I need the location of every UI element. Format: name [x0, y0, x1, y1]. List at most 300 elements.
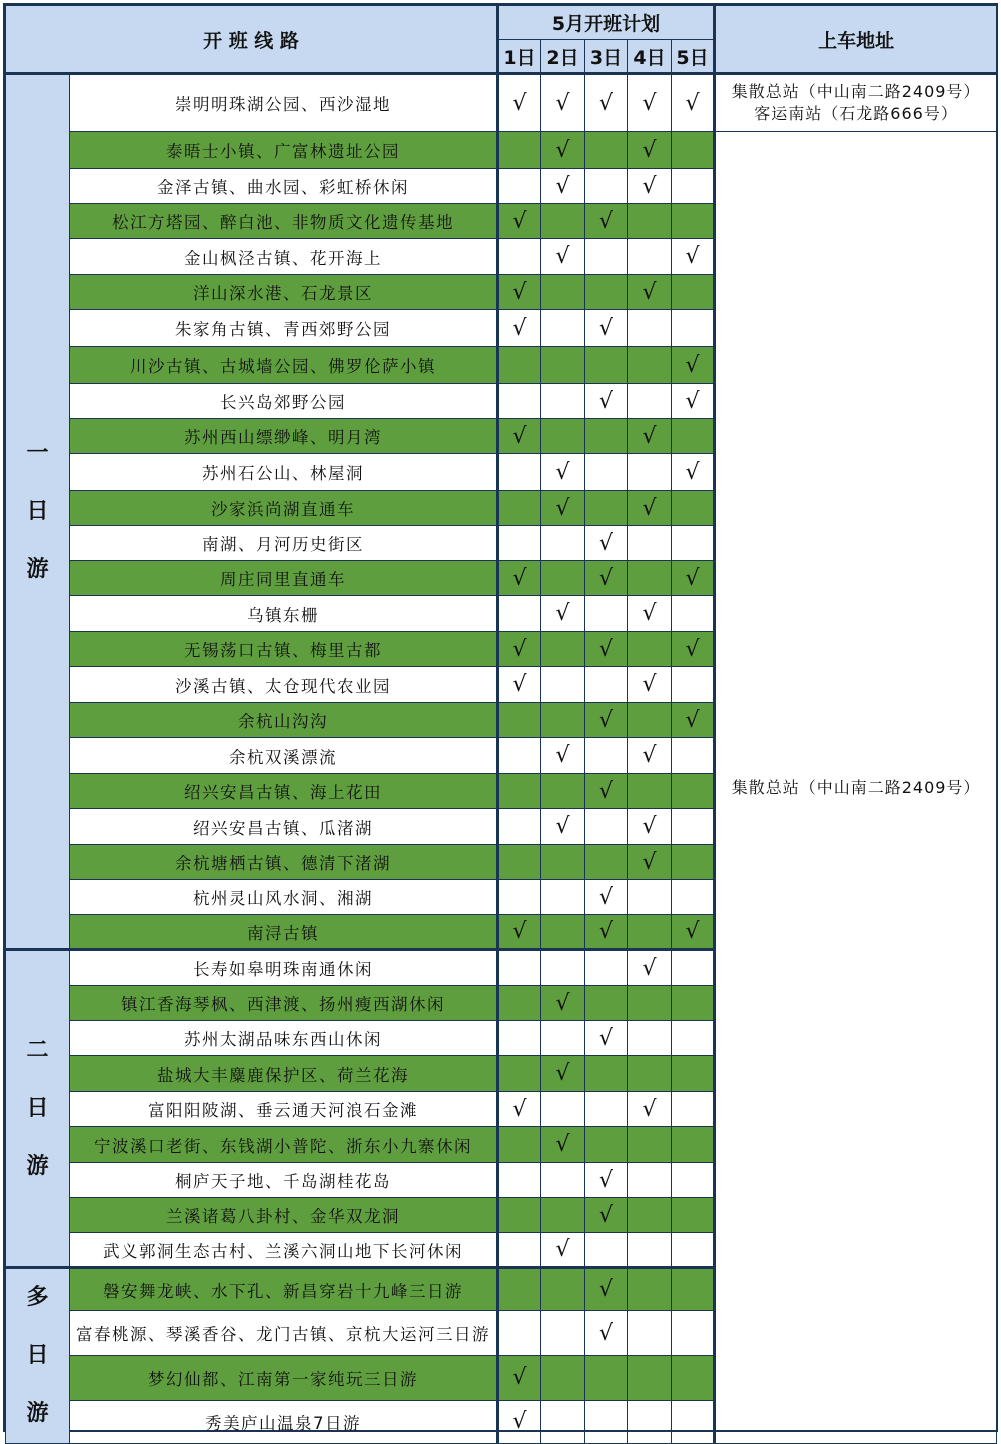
day-cell — [585, 239, 628, 275]
check-mark: √ — [512, 423, 527, 449]
day-cell — [585, 1163, 628, 1198]
category-char: 多 — [26, 1285, 49, 1310]
route-name: 长兴岛郊野公园 — [70, 384, 498, 419]
check-mark: √ — [555, 743, 570, 768]
check-mark: √ — [555, 459, 570, 485]
day-cell — [498, 454, 541, 491]
day-cell — [628, 1163, 672, 1198]
day-cell — [498, 1127, 541, 1163]
route-name: 松江方塔园、醉白池、非物质文化遗传基地 — [70, 204, 498, 239]
check-mark: √ — [512, 208, 527, 234]
day-cell — [585, 774, 628, 809]
day-cell — [498, 809, 541, 845]
check-mark: √ — [555, 1061, 570, 1086]
check-mark: √ — [512, 565, 527, 591]
day-cell — [541, 596, 585, 632]
check-mark: √ — [685, 388, 700, 414]
route-name: 周庄同里直通车 — [70, 561, 498, 596]
day-cell — [541, 1056, 585, 1092]
day-cell — [498, 774, 541, 809]
check-mark: √ — [685, 352, 700, 378]
category-char: 日 — [26, 498, 49, 524]
check-mark: √ — [599, 388, 614, 414]
route-name: 沙溪古镇、太仓现代农业园 — [70, 667, 498, 703]
route-name: 秀美庐山温泉7日游 — [70, 1400, 498, 1443]
day-cell — [628, 1127, 672, 1163]
day-cell — [498, 1163, 541, 1198]
day-cell — [628, 239, 672, 275]
check-mark: √ — [642, 672, 657, 697]
route-name: 杭州灵山风水洞、湘湖 — [70, 880, 498, 915]
category-char: 游 — [26, 1401, 49, 1426]
day-cell — [585, 1198, 628, 1233]
day-cell — [628, 1311, 672, 1356]
day-cell — [628, 880, 672, 915]
check-mark: √ — [555, 244, 570, 269]
day-cell — [498, 738, 541, 774]
day-cell — [498, 526, 541, 561]
check-mark: √ — [642, 955, 657, 981]
day-cell — [628, 384, 672, 419]
day-header: 1日 — [498, 40, 541, 74]
day-cell — [585, 880, 628, 915]
day-cell — [541, 1198, 585, 1233]
day-cell — [541, 74, 585, 132]
day-cell — [498, 596, 541, 632]
day-cell — [541, 1021, 585, 1056]
category-cell — [6, 1268, 70, 1444]
day-cell — [628, 986, 672, 1021]
route-name: 苏州石公山、林屋洞 — [70, 454, 498, 491]
day-cell — [672, 419, 715, 454]
check-mark: √ — [599, 1167, 614, 1193]
day-cell — [541, 1163, 585, 1198]
category-char: 日 — [26, 1343, 49, 1368]
day-cell — [498, 310, 541, 347]
day-cell — [585, 132, 628, 169]
day-cell — [672, 526, 715, 561]
day-cell — [541, 384, 585, 419]
check-mark: √ — [642, 279, 657, 305]
day-cell — [541, 1355, 585, 1400]
day-cell — [672, 880, 715, 915]
route-name: 绍兴安昌古镇、海上花田 — [70, 774, 498, 809]
day-cell — [498, 275, 541, 310]
route-name: 泰晤士小镇、广富林遗址公园 — [70, 132, 498, 169]
check-mark: √ — [685, 636, 700, 662]
day-cell — [672, 561, 715, 596]
route-name: 沙家浜尚湖直通车 — [70, 491, 498, 526]
day-cell — [672, 74, 715, 132]
day-cell — [628, 1092, 672, 1127]
check-mark: √ — [685, 459, 700, 485]
check-mark: √ — [599, 778, 614, 804]
address-cell — [715, 74, 997, 132]
route-name: 镇江香海琴枫、西津渡、扬州瘦西湖休闲 — [70, 986, 498, 1021]
check-mark: √ — [599, 1202, 614, 1228]
day-cell — [541, 667, 585, 703]
check-mark: √ — [599, 884, 614, 910]
day-cell — [498, 239, 541, 275]
day-cell — [541, 1127, 585, 1163]
route-name: 盐城大丰麋鹿保护区、荷兰花海 — [70, 1056, 498, 1092]
day-cell — [585, 1021, 628, 1056]
day-cell — [628, 419, 672, 454]
day-cell — [672, 310, 715, 347]
day-cell — [672, 169, 715, 204]
address-line: 集散总站（中山南二路2409号） — [731, 777, 981, 797]
day-cell — [585, 1092, 628, 1127]
day-cell — [672, 384, 715, 419]
day-cell — [498, 1198, 541, 1233]
day-cell — [628, 915, 672, 950]
day-cell — [628, 667, 672, 703]
check-mark: √ — [685, 707, 700, 733]
day-cell — [628, 204, 672, 239]
day-cell — [541, 1311, 585, 1356]
day-cell — [628, 132, 672, 169]
day-cell — [498, 632, 541, 667]
check-mark: √ — [555, 814, 570, 839]
day-cell — [541, 632, 585, 667]
day-cell — [498, 1092, 541, 1127]
day-cell — [498, 384, 541, 419]
day-cell — [672, 1268, 715, 1311]
day-cell — [498, 561, 541, 596]
day-cell — [585, 74, 628, 132]
day-cell — [585, 169, 628, 204]
route-name: 余杭塘栖古镇、德清下渚湖 — [70, 845, 498, 880]
day-cell — [541, 1268, 585, 1311]
day-cell — [628, 809, 672, 845]
route-name: 苏州西山缥缈峰、明月湾 — [70, 419, 498, 454]
category-cell — [6, 74, 70, 950]
day-cell — [541, 950, 585, 986]
day-cell — [585, 1311, 628, 1356]
check-mark: √ — [512, 1365, 527, 1391]
day-cell — [585, 809, 628, 845]
day-cell — [498, 880, 541, 915]
day-cell — [585, 384, 628, 419]
day-cell — [672, 204, 715, 239]
day-cell — [498, 915, 541, 950]
schedule-frame — [3, 3, 998, 1435]
day-cell — [585, 526, 628, 561]
day-cell — [585, 204, 628, 239]
check-mark: √ — [642, 849, 657, 875]
day-cell — [541, 239, 585, 275]
day-cell — [585, 703, 628, 738]
route-name: 金泽古镇、曲水园、彩虹桥休闲 — [70, 169, 498, 204]
day-cell — [672, 596, 715, 632]
route-name: 桐庐天子地、千岛湖桂花岛 — [70, 1163, 498, 1198]
check-mark: √ — [642, 90, 657, 116]
check-mark: √ — [599, 636, 614, 662]
route-name: 崇明明珠湖公园、西沙湿地 — [70, 74, 498, 132]
day-cell — [585, 561, 628, 596]
check-mark: √ — [555, 173, 570, 199]
category-cell — [6, 950, 70, 1268]
day-cell — [672, 1092, 715, 1127]
day-cell — [585, 1127, 628, 1163]
day-cell — [498, 419, 541, 454]
check-mark: √ — [512, 1096, 527, 1122]
day-cell — [672, 738, 715, 774]
day-cell — [628, 703, 672, 738]
day-cell — [541, 986, 585, 1021]
day-cell — [672, 667, 715, 703]
day-cell — [585, 310, 628, 347]
day-cell — [541, 454, 585, 491]
category-char: 游 — [26, 1153, 49, 1179]
day-cell — [541, 275, 585, 310]
check-mark: √ — [599, 1320, 614, 1346]
day-cell — [672, 809, 715, 845]
day-cell — [498, 703, 541, 738]
route-name: 磐安舞龙峡、水下孔、新昌穿岩十九峰三日游 — [70, 1268, 498, 1311]
check-mark: √ — [599, 1277, 614, 1303]
check-mark: √ — [642, 173, 657, 199]
day-cell — [672, 915, 715, 950]
day-cell — [628, 632, 672, 667]
day-cell — [541, 1233, 585, 1268]
route-name: 富阳阳陂湖、垂云通天河浪石金滩 — [70, 1092, 498, 1127]
day-cell — [541, 132, 585, 169]
day-cell — [672, 845, 715, 880]
day-cell — [498, 986, 541, 1021]
schedule-body — [6, 74, 997, 1444]
route-column-header: 开 班 线 路 — [6, 6, 498, 74]
day-cell — [628, 1056, 672, 1092]
check-mark: √ — [642, 1096, 657, 1122]
check-mark: √ — [642, 814, 657, 839]
day-cell — [628, 1233, 672, 1268]
day-cell — [628, 1268, 672, 1311]
check-mark: √ — [642, 137, 657, 163]
day-cell — [585, 1056, 628, 1092]
day-cell — [672, 1021, 715, 1056]
check-mark: √ — [642, 601, 657, 626]
day-cell — [498, 667, 541, 703]
day-cell — [585, 1233, 628, 1268]
day-cell — [541, 526, 585, 561]
check-mark: √ — [512, 90, 527, 116]
route-name: 金山枫泾古镇、花开海上 — [70, 239, 498, 275]
check-mark: √ — [555, 601, 570, 626]
day-cell — [672, 239, 715, 275]
day-cell — [541, 880, 585, 915]
day-cell — [672, 1127, 715, 1163]
day-cell — [628, 74, 672, 132]
day-cell — [498, 1056, 541, 1092]
day-header: 2日 — [541, 40, 585, 74]
plan-header: 5月开班计划 — [498, 6, 715, 40]
day-cell — [585, 491, 628, 526]
check-mark: √ — [599, 315, 614, 341]
check-mark: √ — [599, 919, 614, 944]
day-cell — [628, 454, 672, 491]
day-cell — [628, 1198, 672, 1233]
table-row — [6, 132, 997, 169]
check-mark: √ — [642, 423, 657, 449]
day-cell — [498, 1311, 541, 1356]
day-cell — [628, 1400, 672, 1443]
day-cell — [498, 132, 541, 169]
day-header: 5日 — [672, 40, 715, 74]
route-name: 余杭双溪漂流 — [70, 738, 498, 774]
day-cell — [585, 667, 628, 703]
day-cell — [585, 1400, 628, 1443]
day-cell — [541, 845, 585, 880]
check-mark: √ — [685, 565, 700, 591]
day-cell — [498, 1021, 541, 1056]
day-cell — [628, 491, 672, 526]
day-cell — [498, 169, 541, 204]
route-name: 余杭山沟沟 — [70, 703, 498, 738]
day-cell — [498, 950, 541, 986]
check-mark: √ — [685, 244, 700, 269]
day-cell — [585, 1268, 628, 1311]
category-char: 二 — [26, 1037, 49, 1063]
day-header: 4日 — [628, 40, 672, 74]
day-cell — [672, 632, 715, 667]
route-name: 宁波溪口老街、东钱湖小普陀、浙东小九寨休闲 — [70, 1127, 498, 1163]
check-mark: √ — [599, 90, 614, 116]
check-mark: √ — [555, 1237, 570, 1262]
day-cell — [585, 845, 628, 880]
check-mark: √ — [685, 90, 700, 116]
route-name: 南浔古镇 — [70, 915, 498, 950]
check-mark: √ — [512, 1409, 527, 1435]
route-name: 川沙古镇、古城墙公园、佛罗伦萨小镇 — [70, 347, 498, 384]
route-name: 朱家角古镇、青西郊野公园 — [70, 310, 498, 347]
route-name: 洋山深水港、石龙景区 — [70, 275, 498, 310]
day-cell — [672, 1198, 715, 1233]
day-cell — [585, 275, 628, 310]
day-cell — [541, 347, 585, 384]
day-cell — [498, 1355, 541, 1400]
check-mark: √ — [555, 1132, 570, 1157]
table-row — [6, 74, 997, 132]
day-cell — [541, 169, 585, 204]
check-mark: √ — [555, 137, 570, 163]
day-cell — [541, 774, 585, 809]
day-cell — [672, 1163, 715, 1198]
check-mark: √ — [685, 919, 700, 944]
day-cell — [672, 347, 715, 384]
check-mark: √ — [599, 208, 614, 234]
address-cell — [715, 132, 997, 1444]
day-cell — [628, 561, 672, 596]
check-mark: √ — [512, 919, 527, 944]
day-cell — [585, 632, 628, 667]
day-cell — [628, 774, 672, 809]
day-cell — [628, 526, 672, 561]
route-name: 乌镇东栅 — [70, 596, 498, 632]
route-name: 苏州太湖品味东西山休闲 — [70, 1021, 498, 1056]
day-cell — [672, 275, 715, 310]
check-mark: √ — [599, 1025, 614, 1051]
day-cell — [628, 1355, 672, 1400]
route-name: 南湖、月河历史街区 — [70, 526, 498, 561]
day-cell — [541, 561, 585, 596]
day-cell — [541, 738, 585, 774]
day-cell — [585, 419, 628, 454]
day-cell — [628, 845, 672, 880]
day-cell — [585, 347, 628, 384]
day-cell — [541, 310, 585, 347]
day-cell — [541, 809, 585, 845]
route-name: 兰溪诸葛八卦村、金华双龙洞 — [70, 1198, 498, 1233]
day-cell — [628, 950, 672, 986]
day-cell — [628, 596, 672, 632]
day-cell — [672, 1355, 715, 1400]
check-mark: √ — [555, 990, 570, 1016]
day-cell — [672, 1311, 715, 1356]
day-cell — [498, 1233, 541, 1268]
check-mark: √ — [512, 636, 527, 662]
schedule-table — [5, 5, 997, 1444]
route-name: 武义郭洞生态古村、兰溪六洞山地下长河休闲 — [70, 1233, 498, 1268]
day-cell — [498, 1400, 541, 1443]
check-mark: √ — [642, 495, 657, 521]
day-cell — [672, 454, 715, 491]
day-cell — [672, 1233, 715, 1268]
day-cell — [498, 845, 541, 880]
day-cell — [628, 738, 672, 774]
day-cell — [628, 347, 672, 384]
check-mark: √ — [599, 530, 614, 556]
day-cell — [585, 950, 628, 986]
day-cell — [672, 703, 715, 738]
check-mark: √ — [555, 495, 570, 521]
check-mark: √ — [555, 90, 570, 116]
day-cell — [541, 491, 585, 526]
day-cell — [672, 1400, 715, 1443]
address-line: 集散总站（中山南二路2409号） — [731, 82, 981, 101]
day-cell — [585, 1355, 628, 1400]
route-name: 富春桃源、琴溪香谷、龙门古镇、京杭大运河三日游 — [70, 1311, 498, 1356]
day-cell — [672, 132, 715, 169]
day-cell — [585, 454, 628, 491]
category-char: 一 — [26, 440, 49, 466]
day-cell — [498, 74, 541, 132]
day-cell — [585, 596, 628, 632]
check-mark: √ — [599, 707, 614, 733]
address-column-header: 上车地址 — [715, 6, 997, 74]
day-cell — [672, 774, 715, 809]
day-cell — [498, 1268, 541, 1311]
address-line: 客运南站（石龙路666号） — [754, 104, 958, 123]
check-mark: √ — [512, 315, 527, 341]
day-cell — [585, 738, 628, 774]
check-mark: √ — [599, 565, 614, 591]
day-cell — [541, 703, 585, 738]
day-cell — [541, 915, 585, 950]
day-cell — [541, 1400, 585, 1443]
day-cell — [498, 347, 541, 384]
check-mark: √ — [512, 279, 527, 305]
day-cell — [585, 915, 628, 950]
day-cell — [672, 950, 715, 986]
day-cell — [628, 169, 672, 204]
category-char: 日 — [26, 1095, 49, 1121]
day-cell — [628, 1021, 672, 1056]
check-mark: √ — [512, 672, 527, 697]
check-mark: √ — [642, 743, 657, 768]
route-name: 无锡荡口古镇、梅里古都 — [70, 632, 498, 667]
day-header: 3日 — [585, 40, 628, 74]
